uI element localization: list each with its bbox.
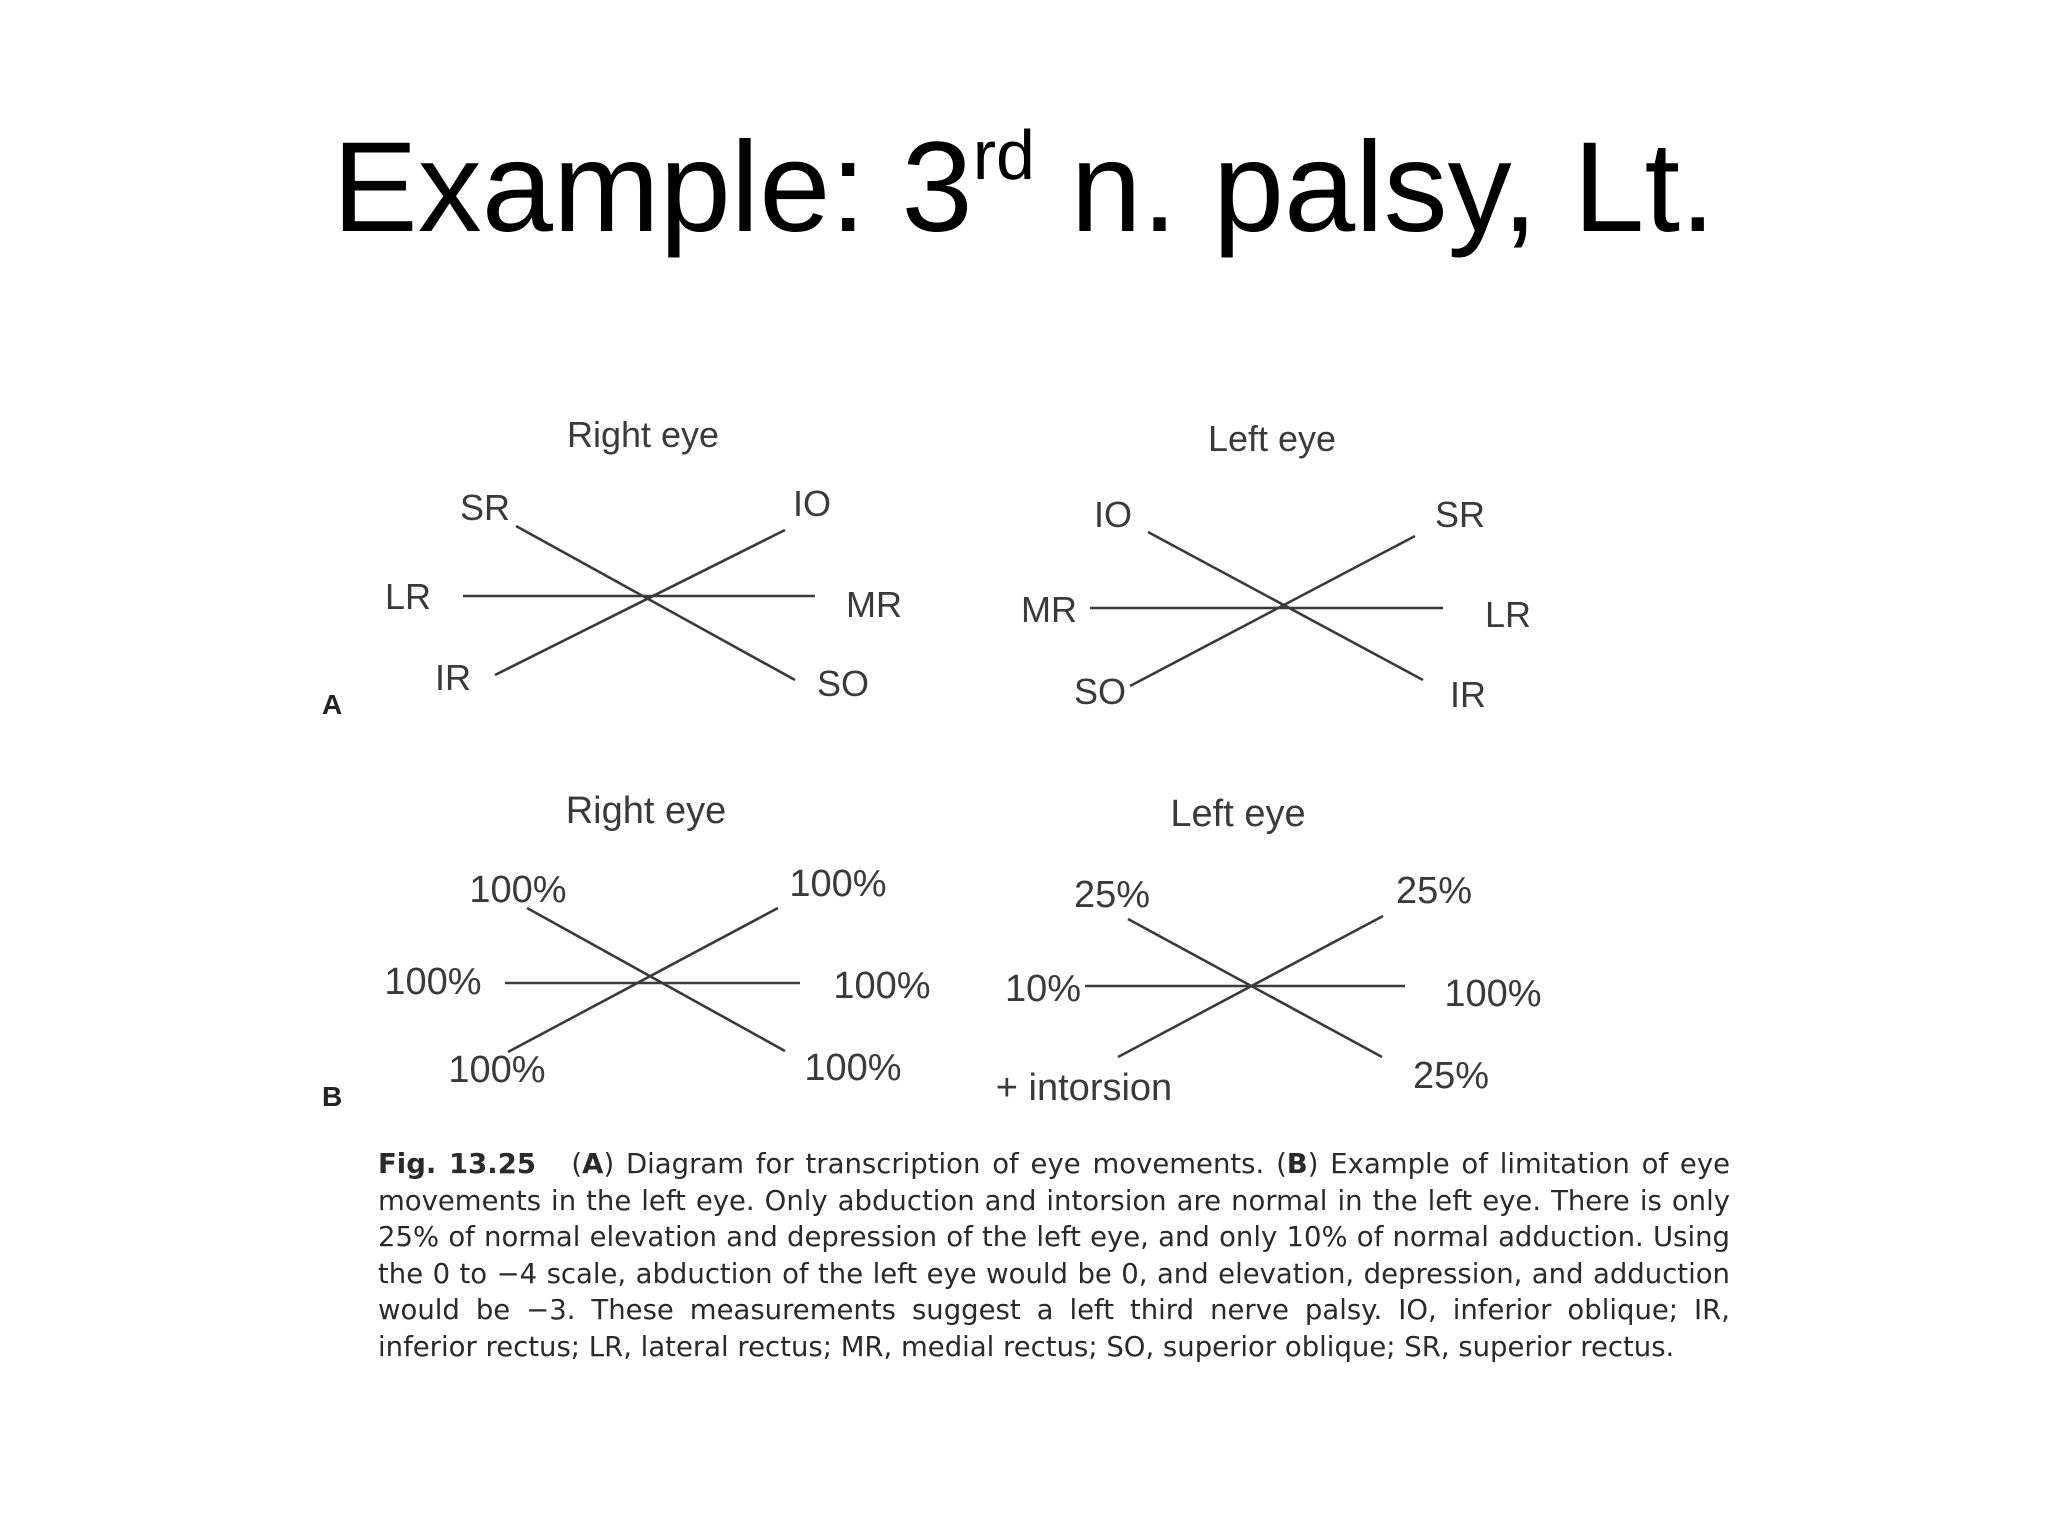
a-right-label-down-left: IR [435, 657, 471, 698]
b-right-label-up-left: 100% [469, 869, 567, 911]
b-left-label-down-left: + intorsion [995, 1067, 1173, 1109]
b-left-label-up-right: 25% [1395, 870, 1473, 912]
a-right-label-right: MR [846, 584, 902, 625]
caption-text-b: ) Example of limitation of eye movements in the left eye. Only abduction and intorsion are normal in the left eye. There is only 25% of normal elevation and depression of the left eye, and only 10% of normal adduction. Using the 0 to −4 scale, abduction of the left eye would be 0, and elevation, depression, and adduction would be −3. These measurements suggest a left third nerve palsy. IO, inferior oblique; IR, inferior rectus; LR, lateral rectus; MR, medial rectus; SO, superior oblique; SR, superior rectus. [378, 1148, 1731, 1363]
figure-caption: Fig. 13.25 (A) Diagram for transcription of eye movements. (B) Example of limitation of eye movements in the left eye. Only abduction and intorsion are normal in the left eye. There is only 25% of normal elevation and depression of the left eye, and only 10% of normal adduction. Using the 0 to −4 scale, abduction of the left eye would be 0, and elevation, depression, and adduction would be −3. These measurements suggest a left third nerve palsy. IO, inferior oblique; IR, inferior rectus; LR, lateral rectus; MR, medial rectus; SO, superior oblique; SR, superior rectus. [378, 1148, 1731, 1363]
panel-b-letter: B [322, 1081, 343, 1112]
a-left-label-up-right: SR [1434, 494, 1486, 535]
a-right-label-up-right: IO [792, 483, 832, 524]
a-right-diagonal-up [495, 530, 785, 675]
b-right-eye-heading: Right eye [565, 790, 727, 832]
a-left-label-left: MR [1021, 589, 1077, 630]
a-right-label-down-right: SO [816, 663, 870, 704]
title-superscript: rd [972, 116, 1035, 194]
b-right-label-left: 100% [384, 961, 482, 1003]
panel-a-letter: A [322, 689, 343, 720]
a-right-eye-heading: Right eye [566, 414, 720, 455]
b-left-label-up-left: 25% [1073, 874, 1151, 916]
a-left-eye-heading: Left eye [1207, 418, 1337, 459]
b-left-diagonal-down [1128, 919, 1382, 1057]
caption-label: Fig. 13.25 [378, 1148, 536, 1180]
a-left-label-down-right: IR [1450, 674, 1486, 715]
b-right-label-down-right: 100% [804, 1047, 902, 1089]
a-right-label-up-left: SR [459, 487, 511, 528]
b-left-label-right: 100% [1444, 973, 1542, 1015]
b-left-eye-heading: Left eye [1170, 793, 1306, 835]
a-left-label-down-left: SO [1073, 671, 1127, 712]
title-main: Example: 3 [332, 116, 973, 259]
b-left-label-down-right: 25% [1412, 1055, 1490, 1097]
title-rest: n. palsy, Lt. [1034, 116, 1716, 259]
caption-part-b: B [1286, 1148, 1308, 1180]
b-right-label-down-left: 100% [448, 1049, 546, 1091]
b-right-diagonal-down [527, 908, 785, 1051]
b-right-label-up-right: 100% [789, 863, 887, 905]
a-left-label-up-left: IO [1093, 494, 1133, 535]
b-left-label-left: 10% [1004, 968, 1082, 1010]
b-right-label-right: 100% [833, 965, 931, 1007]
a-left-label-right: LR [1484, 594, 1532, 635]
b-right-diagonal-up [508, 908, 778, 1052]
a-left-diagonal-up [1130, 536, 1415, 686]
a-right-diagonal-down [516, 526, 795, 680]
a-right-label-left: LR [384, 576, 432, 617]
caption-text-a: ) Diagram for transcription of eye movements. ( [603, 1148, 1287, 1180]
caption-part-a: A [582, 1148, 604, 1180]
